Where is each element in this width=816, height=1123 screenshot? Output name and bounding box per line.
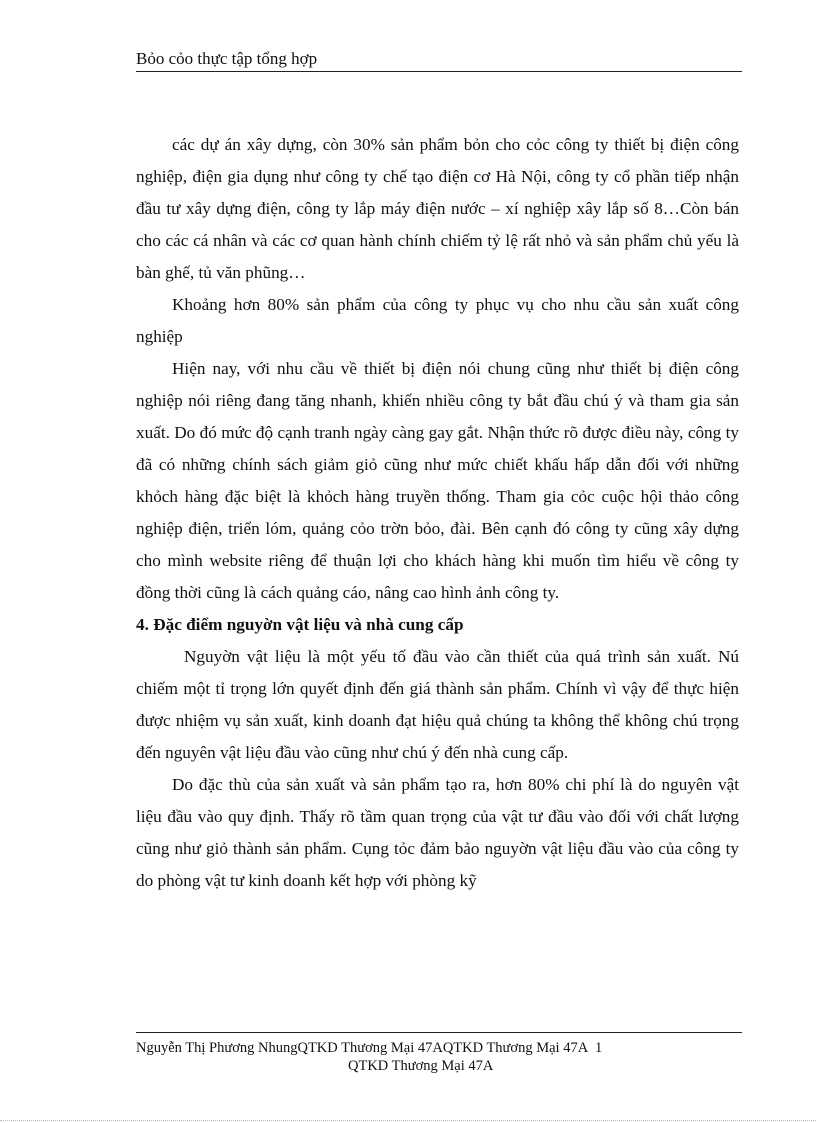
- paragraph-materials: Nguyờn vật liệu là một yếu tố đầu vào cần thiết của quá trình sản xuất. Nú chiếm một tỉ trọng lớn quyết định đến giá thành sản phẩm. Chính vì vậy để thực hiện được nhiệm vụ sản xuất, kinh doanh đạt hiệu quả chúng ta không thể không chú trọng đến nguyên vật liệu đầu vào cũng như chú ý đến nhà cung cấp.: [136, 647, 739, 762]
- page-bottom-dotted-border: [0, 1120, 816, 1121]
- paragraph-industrial-share: Khoảng hơn 80% sản phẩm của công ty phục vụ cho nhu cầu sản xuất công nghiệp: [136, 295, 739, 346]
- paragraph-competition: Hiện nay, với nhu cầu về thiết bị điện nói chung cũng như thiết bị điện công nghiệp nói riêng đang tăng nhanh, khiến nhiều công ty bắt đầu chú ý và tham gia sản xuất. Do đó mức độ cạnh tranh ngày càng gay gắt. Nhận thức rõ được điều này, công ty đã có những chính sách giảm giỏ cũng như mức chiết khấu hấp dẫn đối với những khỏch hàng đặc biệt là khỏch hàng truyền thống. Tham gia cỏc cuộc hội thảo công nghiệp điện, triển lóm, quảng cỏo trờn bỏo, đài. Bên cạnh đó công ty cũng xây dựng cho mình website riêng để thuận lợi cho khách hàng khi muốn tìm hiểu về công ty đồng thời cũng là cách quảng cáo, nâng cao hình ảnh công ty.: [136, 359, 739, 602]
- footer-line-1: [136, 1039, 742, 1057]
- footer-divider: [136, 1032, 742, 1033]
- footer-line-2: QTKD Thương Mại 47A: [348, 1058, 494, 1074]
- paragraph-continuation: các dự án xây dựng, còn 30% sản phẩm bỏn cho cỏc công ty thiết bị điện công nghiệp, điện gia dụng như công ty chế tạo điện cơ Hà Nội, công ty cổ phần tiếp nhận đầu tư xây dựng điện, công ty lắp máy điện nước – xí nghiệp xây lắp số 8…Còn bán cho các cá nhân và các cơ quan hành chính chiếm tỷ lệ rất nhỏ và sản phẩm chủ yếu là bàn ghế, tủ văn phũng…: [136, 135, 739, 282]
- page-header: [136, 48, 742, 72]
- page-body: [136, 129, 739, 897]
- footer-author-class: Nguyễn Thị Phương NhungQTKD Thương Mại 47AQTKD Thương Mại 47A: [136, 1040, 588, 1056]
- page-footer: [136, 1039, 742, 1075]
- page-number: 1: [595, 1040, 603, 1056]
- section-heading: 4. Đặc điểm nguyờn vật liệu và nhà cung cấp: [136, 615, 464, 634]
- header-title: Bỏo cỏo thực tập tổng hợp: [136, 49, 318, 68]
- paragraph-costs: Do đặc thù của sản xuất và sản phẩm tạo ra, hơn 80% chi phí là do nguyên vật liệu đầu vào quy định. Thấy rõ tầm quan trọng của vật tư đầu vào đối với chất lượng cũng như giỏ thành sản phẩm. Cụng tỏc đảm bảo nguyờn vật liệu đầu vào của công ty do phòng vật tư kinh doanh kết hợp với phòng kỹ: [136, 775, 739, 890]
